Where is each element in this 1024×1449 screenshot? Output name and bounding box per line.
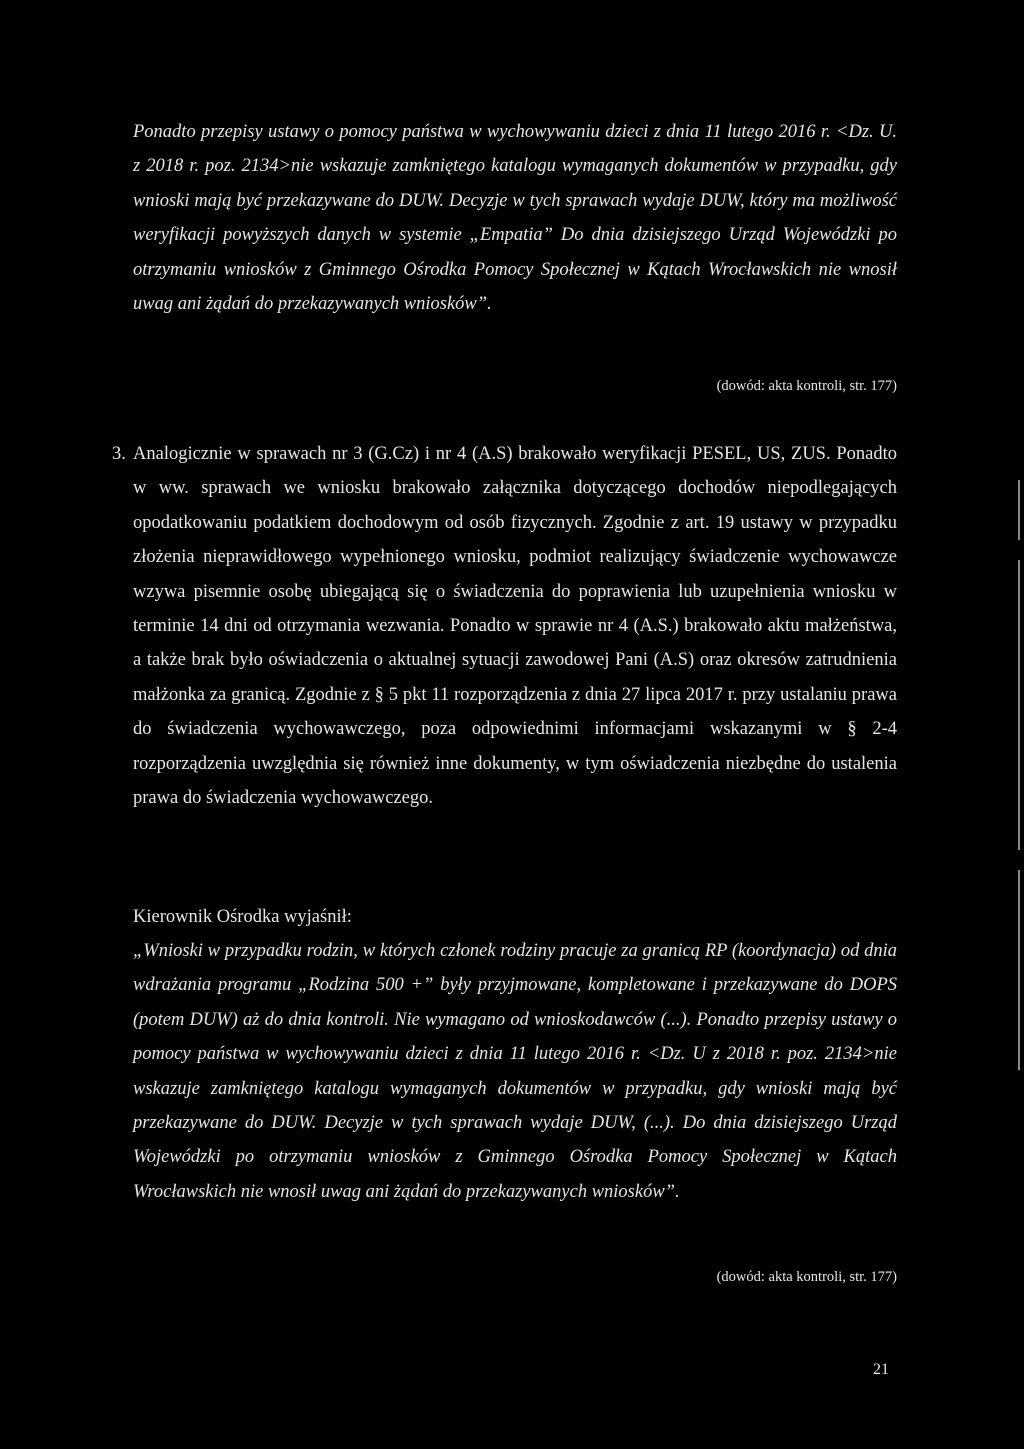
list-item-number: 3. [112, 444, 126, 464]
quoted-paragraph-2: „Wnioski w przypadku rodzin, w których członek rodziny pracuje za granicą RP (koordynacja) od dnia wdrażania programu „Rodzina 500 +” były przyjmowane, kompletowane i przekazywane do DOPS (potem DUW) aż do dnia kontroli. Nie wymagano od wnioskodawców (...). Ponadto przepisy ustawy o pomocy państwa w wychowywaniu dzieci z dnia 11 lutego 2016 r. <Dz. U z 2018 r. poz. 2134>nie wskazuje zamkniętego katalogu wymaganych dokumentów w przypadku, gdy wnioski mają być przekazywane do DUW. Decyzje w tych sprawach wydaje DUW, (...). Do dnia dzisiejszego Urząd Wojewódzki po otrzymaniu wniosków z Gminnego Ośrodka Pomocy Społecznej w Kątach Wrocławskich nie wnosił uwag ani żądań do przekazywanych wniosków”. [133, 941, 897, 1202]
page-number: 21 [873, 1361, 889, 1378]
scan-edge-line [1018, 480, 1020, 540]
list-item-text: Analogicznie w sprawach nr 3 (G.Cz) i nr 4 (A.S) brakowało weryfikacji PESEL, US, ZUS. Ponadto w ww. sprawach we wniosku brakowało załącznika dotyczącego dochodów niepodlegających opodatkowaniu podatkiem dochodowym od osób fizycznych. Zgodnie z art. 19 ustawy w przypadku złożenia nieprawidłowego wypełnionego wniosku, podmiot realizujący świadczenie wychowawcze wzywa pisemnie osobę ubiegającą się o świadczenia do poprawienia lub uzupełnienia wniosku w terminie 14 dni od otrzymania wezwania. Ponadto w sprawie nr 4 (A.S.) brakowało aktu małżeństwa, a także brak było oświadczenia o aktualnej sytuacji zawodowej Pani (A.S) oraz okresów zatrudnienia małżonka za granicą. Zgodnie z § 5 pkt 11 rozporządzenia z dnia 27 lipca 2017 r. przy ustalaniu prawa do świadczenia wychowawczego, poza odpowiednimi informacjami wskazanymi w § 2-4 rozporządzenia uwzględnia się również inne dokumenty, w tym oświadczenia niezbędne do ustalenia prawa do świadczenia wychowawczego. [133, 444, 897, 809]
evidence-reference-2: (dowód: akta kontroli, str. 177) [716, 1269, 897, 1285]
explanation-heading: Kierownik Ośrodka wyjaśnił: [133, 907, 352, 927]
scan-edge-line [1018, 560, 1020, 850]
evidence-reference-1: (dowód: akta kontroli, str. 177) [716, 378, 897, 394]
quoted-paragraph-1: Ponadto przepisy ustawy o pomocy państwa w wychowywaniu dzieci z dnia 11 lutego 2016 r. <Dz. U. z 2018 r. poz. 2134>nie wskazuje zamkniętego katalogu wymaganych dokumentów w przypadku, gdy wnioski mają być przekazywane do DUW. Decyzje w tych sprawach wydaje DUW, który ma możliwość weryfikacji powyższych danych w systemie „Empatia” Do dnia dzisiejszego Urząd Wojewódzki po otrzymaniu wniosków z Gminnego Ośrodka Pomocy Społecznej w Kątach Wrocławskich nie wnosił uwag ani żądań do przekazywanych wniosków”. [133, 122, 897, 315]
scan-edge-line [1018, 870, 1020, 1070]
